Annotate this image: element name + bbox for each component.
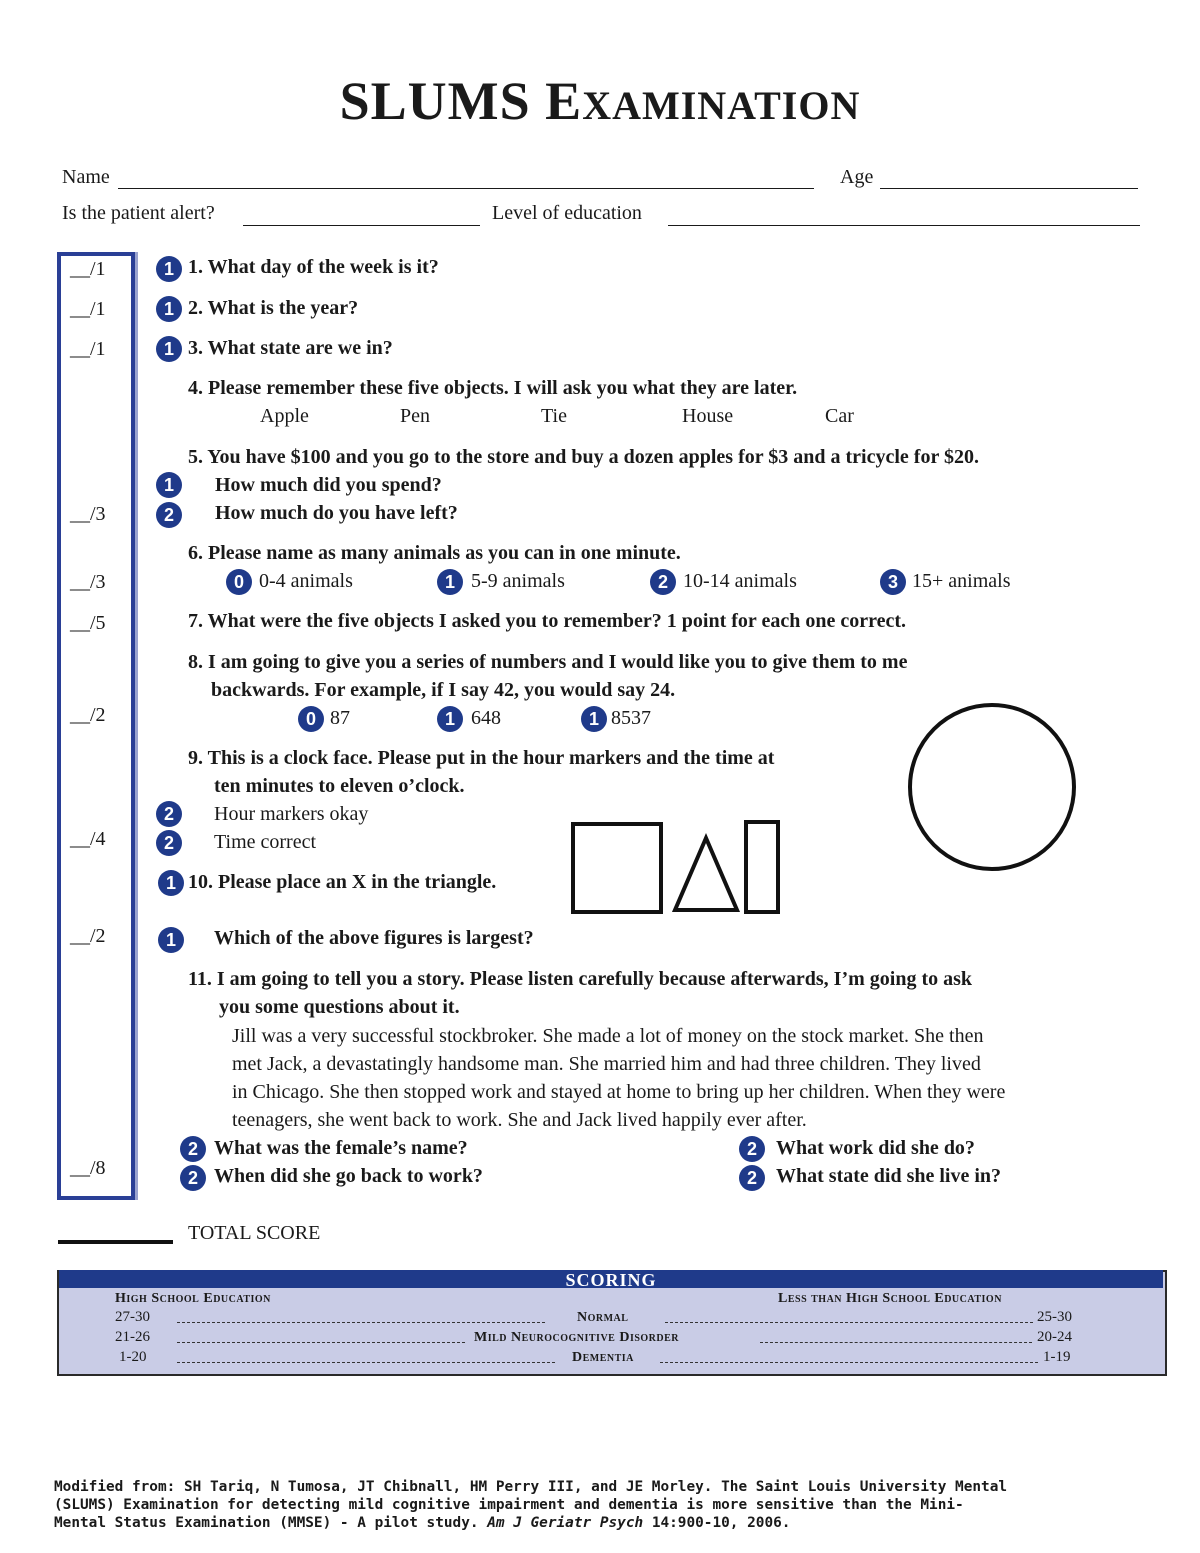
citation-line	[54, 1514, 1200, 1532]
point-badge: 2	[180, 1136, 206, 1162]
education-label: Level of education	[492, 202, 642, 224]
object-car: Car	[825, 405, 854, 427]
story-line: teenagers, she went back to work. She and Jack lived happily ever after.	[232, 1109, 807, 1131]
question-5b: How much do you have left?	[215, 502, 458, 524]
journal-name: Am J Geriatr Psych	[487, 1515, 644, 1531]
point-badge: 0	[298, 706, 324, 732]
scoring-left-head: High School Education	[115, 1291, 271, 1306]
total-score-label: TOTAL SCORE	[188, 1222, 321, 1244]
name-field[interactable]	[118, 188, 814, 189]
point-badge: 2	[739, 1165, 765, 1191]
score-category: Dementia	[572, 1350, 634, 1365]
point-badge: 1	[437, 706, 463, 732]
alert-label: Is the patient alert?	[62, 202, 215, 224]
object-house: House	[682, 405, 734, 427]
point-badge: 2	[180, 1165, 206, 1191]
point-badge: 2	[739, 1136, 765, 1162]
score-range-right: 1-19	[1043, 1349, 1071, 1365]
question-9-cont: ten minutes to eleven o’clock.	[214, 775, 465, 797]
point-badge: 1	[158, 927, 184, 953]
question-11-cont: you some questions about it.	[219, 996, 460, 1018]
score-q3[interactable]: __/1	[70, 338, 106, 360]
point-badge: 3	[880, 569, 906, 595]
dotted-leader	[177, 1342, 465, 1343]
dotted-leader	[177, 1362, 555, 1363]
dotted-leader	[660, 1362, 1038, 1363]
clock-face-circle[interactable]	[905, 702, 1079, 872]
total-score-field[interactable]	[58, 1240, 173, 1244]
name-label: Name	[62, 166, 110, 188]
question-3: 3. What state are we in?	[188, 337, 393, 359]
score-q1[interactable]: __/1	[70, 258, 106, 280]
animals-option-1: 5-9 animals	[471, 570, 565, 592]
story-line: met Jack, a devastatingly handsome man. She married him and had three children. They lived	[232, 1053, 981, 1075]
animals-option-3: 15+ animals	[912, 570, 1011, 592]
citation-text: Mental Status Examination (MMSE) - A pilot study.	[54, 1515, 488, 1531]
score-q8[interactable]: __/2	[70, 704, 106, 726]
number-option-648: 648	[471, 707, 501, 729]
alert-field[interactable]	[243, 225, 480, 226]
question-5a: How much did you spend?	[215, 474, 442, 496]
question-9: 9. This is a clock face. Please put in the hour markers and the time at	[188, 747, 775, 769]
score-category: Mild Neurocognitive Disorder	[474, 1330, 680, 1345]
question-8: 8. I am going to give you a series of numbers and I would like you to give them to me	[188, 651, 908, 673]
point-badge: 1	[158, 870, 184, 896]
point-badge: 1	[156, 296, 182, 322]
question-10: 10. Please place an X in the triangle.	[188, 871, 497, 893]
shapes-figure	[568, 818, 784, 918]
animals-option-2: 10-14 animals	[683, 570, 797, 592]
score-range-left: 27-30	[115, 1309, 150, 1325]
score-q5[interactable]: __/3	[70, 503, 106, 525]
score-q9[interactable]: __/4	[70, 828, 106, 850]
score-q2[interactable]: __/1	[70, 298, 106, 320]
question-2: 2. What is the year?	[188, 297, 359, 319]
question-11-back: When did she go back to work?	[214, 1165, 483, 1187]
triangle-shape	[675, 838, 737, 910]
dotted-leader	[177, 1322, 545, 1323]
square-shape	[573, 824, 661, 912]
question-1: 1. What day of the week is it?	[188, 256, 439, 278]
question-11-name: What was the female’s name?	[214, 1137, 468, 1159]
point-badge: 1	[581, 706, 607, 732]
score-category: Normal	[577, 1310, 629, 1325]
point-badge: 1	[156, 256, 182, 282]
score-range-left: 21-26	[115, 1329, 150, 1345]
question-4: 4. Please remember these five objects. I will ask you what they are later.	[188, 377, 798, 399]
story-line: in Chicago. She then stopped work and stayed at home to bring up her children. When they were	[232, 1081, 1006, 1103]
question-7: 7. What were the five objects I asked you to remember? 1 point for each one correct.	[188, 610, 907, 632]
question-6: 6. Please name as many animals as you can in one minute.	[188, 542, 681, 564]
point-badge: 2	[156, 801, 182, 827]
score-range-left: 1-20	[119, 1349, 147, 1365]
scoring-right-head: Less than High School Education	[778, 1291, 1002, 1306]
time-correct-option: Time correct	[214, 831, 317, 853]
rectangle-shape	[746, 822, 778, 912]
point-badge: 1	[156, 336, 182, 362]
object-pen: Pen	[400, 405, 430, 427]
number-option-87: 87	[330, 707, 350, 729]
point-badge: 2	[156, 830, 182, 856]
score-range-right: 25-30	[1037, 1309, 1072, 1325]
score-range-right: 20-24	[1037, 1329, 1072, 1345]
citation-line: Modified from: SH Tariq, N Tumosa, JT Chibnall, HM Perry III, and JE Morley. The Saint Louis University Mental	[54, 1479, 1008, 1495]
question-11-work: What work did she do?	[776, 1137, 975, 1159]
citation	[54, 1478, 1200, 1532]
point-badge: 2	[650, 569, 676, 595]
education-field[interactable]	[668, 225, 1140, 226]
age-field[interactable]	[880, 188, 1138, 189]
scoring-heading: SCORING	[59, 1270, 1163, 1288]
question-8-cont: backwards. For example, if I say 42, you would say 24.	[211, 679, 676, 701]
score-q11[interactable]: __/8	[70, 1157, 106, 1179]
point-badge: 0	[226, 569, 252, 595]
object-apple: Apple	[260, 405, 309, 427]
point-badge: 2	[156, 502, 182, 528]
story-line: Jill was a very successful stockbroker. She made a lot of money on the stock market. She then	[232, 1025, 984, 1047]
age-label: Age	[840, 166, 874, 188]
animals-option-0: 0-4 animals	[259, 570, 353, 592]
question-10b: Which of the above figures is largest?	[214, 927, 534, 949]
dotted-leader	[665, 1322, 1033, 1323]
score-q6[interactable]: __/3	[70, 571, 106, 593]
score-q7[interactable]: __/5	[70, 612, 106, 634]
citation-text: 14:900-10, 2006.	[643, 1515, 791, 1531]
question-5: 5. You have $100 and you go to the store and buy a dozen apples for $3 and a tricycle for $20.	[188, 446, 979, 468]
object-tie: Tie	[541, 405, 567, 427]
page-title: SLUMS EXAMINATION	[339, 71, 861, 131]
question-11: 11. I am going to tell you a story. Please listen carefully because afterwards, I’m going to ask	[188, 968, 973, 990]
hour-markers-option: Hour markers okay	[214, 803, 369, 825]
question-11-state: What state did she live in?	[776, 1165, 1002, 1187]
point-badge: 1	[156, 472, 182, 498]
number-option-8537: 8537	[611, 707, 651, 729]
point-badge: 1	[437, 569, 463, 595]
score-q10[interactable]: __/2	[70, 925, 106, 947]
dotted-leader	[760, 1342, 1032, 1343]
citation-line: (SLUMS) Examination for detecting mild cognitive impairment and dementia is more sensitive than the Mini-	[54, 1497, 964, 1513]
